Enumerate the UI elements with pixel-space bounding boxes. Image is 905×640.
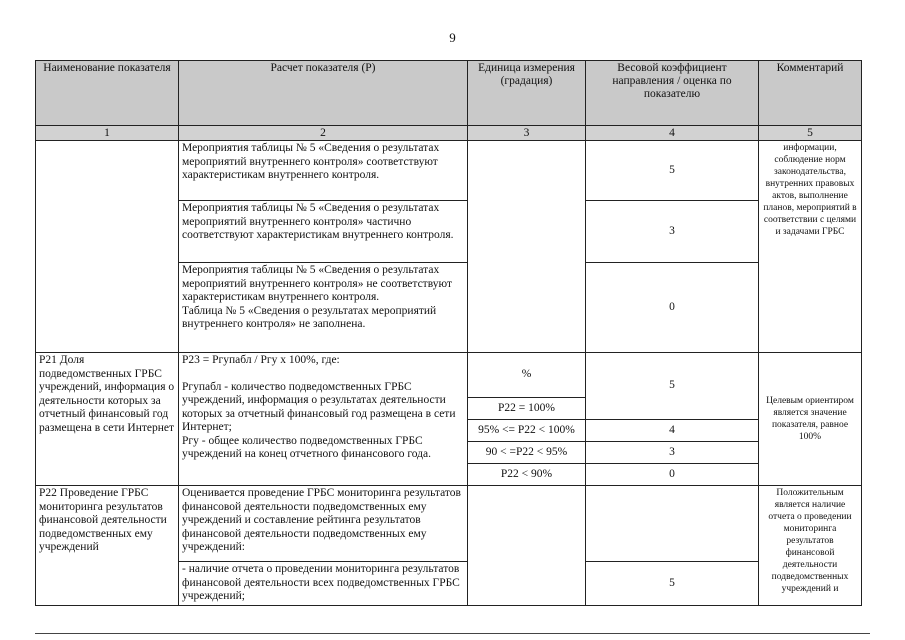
calculation-cell (179, 263, 468, 353)
indicator-name-cell: P22 Проведение ГРБС мониторинга результатов финансовой деятельности подведомственных ему учреждений (36, 486, 179, 606)
formula-definition: Ргу - общее количество подведомственных ГРБС учреждений на конец отчетного финансового года. (182, 434, 432, 460)
indicator-name-cell (36, 141, 179, 353)
header-indicator-name: Наименование показателя (36, 61, 179, 126)
score-cell: 0 (586, 464, 759, 486)
formula-text: P23 = Pгупабл / Pгу x 100%, где: (182, 354, 340, 366)
header-weight: Весовой коэффициент направления / оценка по показателю (586, 61, 759, 126)
comment-cell: Целевым ориентиром является значение показателя, равное 100% (759, 353, 862, 486)
table-row (36, 353, 862, 398)
score-cell: 3 (586, 201, 759, 263)
unit-cell (468, 486, 586, 606)
calculation-text-extra: Таблица № 5 «Сведения о результатах мероприятий внутреннего контроля» не заполнена. (182, 304, 437, 330)
calculation-cell: - наличие отчета о проведении мониторинга результатов финансовой деятельности всех подведомственных ГРБС учреждений; (179, 562, 468, 606)
grade-cell: P22 < 90% (468, 464, 586, 486)
grade-cell: 95% <= P22 < 100% (468, 420, 586, 442)
grade-cell: 90 < =P22 < 95% (468, 442, 586, 464)
comment-cell: Положительным является наличие отчета о проведении мониторинга результатов финансовой деятельности подведомственных учреждений и (759, 486, 862, 606)
calculation-cell: Оценивается проведение ГРБС мониторинга результатов финансовой деятельности подведомственных ему учреждений и составление рейтинга результатов финансовой деятельности подведомственных ему учреждений: (179, 486, 468, 562)
score-cell: 5 (586, 353, 759, 420)
header-row (36, 61, 862, 126)
page-bottom-rule (35, 633, 870, 634)
column-number-row (36, 126, 862, 141)
calculation-cell: Мероприятия таблицы № 5 «Сведения о результатах мероприятий внутреннего контроля» частично соответствуют характеристикам внутреннего контроля. (179, 201, 468, 263)
score-cell: 5 (586, 141, 759, 201)
column-number: 5 (759, 126, 862, 141)
column-number: 4 (586, 126, 759, 141)
formula-definition: Ргупабл - количество подведомственных ГРБС учреждений, информация о результатах деятельности которых за отчетный финансовый год размещена в сети Интернет; (182, 380, 456, 433)
header-calculation: Расчет показателя (Р) (179, 61, 468, 126)
unit-cell (468, 141, 586, 353)
indicator-name-cell: P21 Доля подведомственных ГРБС учреждений, информация о деятельности которых за отчетный финансовый год размещена в сети Интернет (36, 353, 179, 486)
calculation-text: Мероприятия таблицы № 5 «Сведения о результатах мероприятий внутреннего контроля» не соответствуют характеристикам внутреннего контроля. (182, 264, 452, 303)
score-cell: 4 (586, 420, 759, 442)
grade-cell: P22 = 100% (468, 398, 586, 420)
indicator-table (35, 60, 862, 606)
column-number: 3 (468, 126, 586, 141)
calculation-cell: Мероприятия таблицы № 5 «Сведения о результатах мероприятий внутреннего контроля» соответствуют характеристикам внутреннего контроля. (179, 141, 468, 201)
header-comment: Комментарий (759, 61, 862, 126)
score-cell: 0 (586, 263, 759, 353)
column-number: 1 (36, 126, 179, 141)
page-number: 9 (449, 30, 456, 45)
column-number: 2 (179, 126, 468, 141)
score-cell: 3 (586, 442, 759, 464)
header-unit: Единица измерения (градация) (468, 61, 586, 126)
table-row (36, 141, 862, 201)
table-row (36, 486, 862, 562)
score-cell (586, 486, 759, 562)
score-cell: 5 (586, 562, 759, 606)
comment-cell: информации, соблюдение норм законодательства, внутренних правовых актов, выполнение планов, мероприятий в соответствии с целями и задачами ГРБС (759, 141, 862, 353)
unit-cell: % (468, 353, 586, 398)
calculation-cell (179, 353, 468, 486)
